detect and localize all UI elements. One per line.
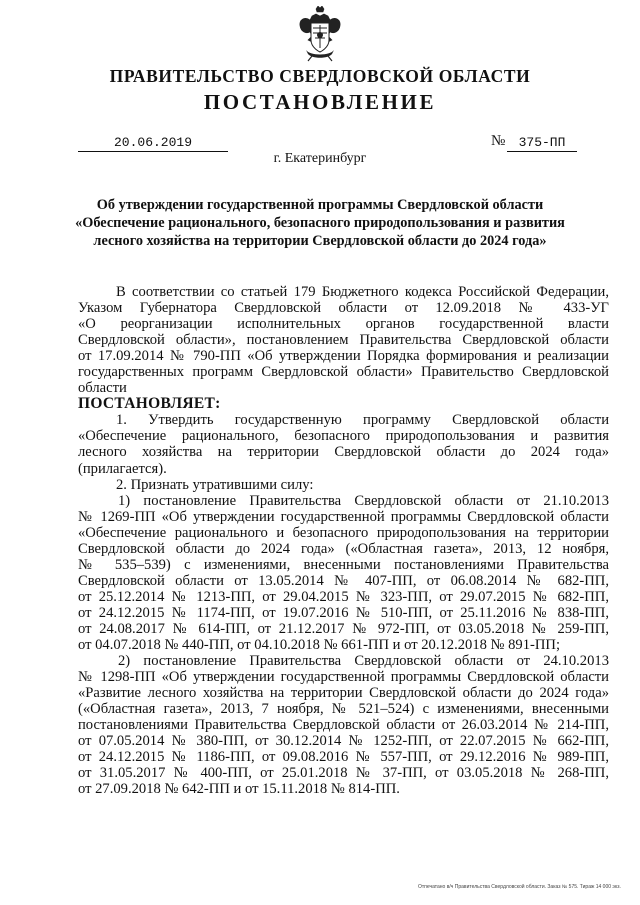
- body-line: лесного хозяйства на территории Свердловской области до 2024 года»: [78, 444, 609, 461]
- document-type: ПОСТАНОВЛЕНИЕ: [203, 90, 437, 114]
- body-line: Свердловской области от 13.05.2014 № 407-ПП, от 06.08.2014 № 682-ПП,: [78, 572, 609, 589]
- coat-of-arms-emblem: [298, 6, 342, 62]
- body-line: от 31.05.2017 № 400-ПП, от 25.01.2018 № 37-ПП, от 03.05.2018 № 268-ПП,: [78, 765, 609, 782]
- title-line: Об утверждении государственной программы Свердловской области: [96, 197, 544, 213]
- body-line: Свердловской области», постановлением Правительства Свердловской области: [78, 332, 609, 349]
- body-line: «Развитие лесного хозяйства на территории Свердловской области до 2024 года»: [78, 685, 609, 702]
- print-footer: Отпечатано в/ч Правительства Свердловской области. Заказ № 575. Тираж 14 000 экз.: [418, 884, 621, 890]
- body-line: области: [78, 380, 127, 397]
- body-line: от 25.12.2014 № 1213-ПП, от 29.04.2015 № 323-ПП, от 29.07.2015 № 682-ПП,: [78, 588, 609, 605]
- body-line: государственных программ Свердловской области» Правительство Свердловской: [78, 364, 609, 381]
- title-line: лесного хозяйства на территории Свердловской области до 2024 года»: [93, 233, 547, 249]
- body-line: № 535–539) с изменениями, внесенными постановлениями Правительства: [78, 556, 609, 573]
- decree-number: 375-ПП: [507, 135, 577, 152]
- document-body: [78, 284, 609, 798]
- body-line: от 17.09.2014 № 790-ПП «Об утверждении Порядка формирования и реализации: [78, 348, 609, 365]
- body-line: Свердловской области до 2024 года» («Областная газета», 2013, 12 ноября,: [78, 540, 609, 557]
- body-line: от 24.12.2015 № 1186-ПП, от 09.08.2016 № 557-ПП, от 29.12.2016 № 989-ПП,: [78, 749, 609, 766]
- body-line: № 1298-ПП «Об утверждении государственной программы Свердловской области: [78, 669, 609, 686]
- item2-heading: 2. Признать утратившими силу:: [116, 476, 314, 493]
- body-line: («Областная газета», 2013, 7 ноября, № 521–524) с изменениями, внесенными: [78, 701, 609, 718]
- city-name: г. Екатеринбург: [273, 151, 367, 166]
- body-line: от 24.12.2015 № 1174-ПП, от 19.07.2016 № 510-ПП, от 25.11.2016 № 838-ПП,: [78, 604, 609, 621]
- body-line: «Обеспечение рационального, безопасного природопользования и развития: [78, 428, 609, 445]
- body-line: от 04.07.2018 № 440-ПП, от 04.10.2018 № 661-ПП и от 20.12.2018 № 891-ПП;: [78, 637, 561, 654]
- number-sign: №: [491, 133, 506, 149]
- resolves-heading: ПОСТАНОВЛЯЕТ:: [78, 395, 221, 413]
- body-line: В соответствии со статьей 179 Бюджетного кодекса Российской Федерации,: [116, 284, 609, 300]
- body-line: от 27.09.2018 № 642-ПП и от 15.11.2018 № 814-ПП.: [78, 781, 400, 798]
- body-line: 2) постановление Правительства Свердловской области от 24.10.2013: [118, 653, 609, 670]
- body-line: от 07.05.2014 № 380-ПП, от 30.12.2014 № 1252-ПП, от 22.07.2015 № 662-ПП,: [78, 733, 609, 750]
- body-line: постановлениями Правительства Свердловской области от 26.03.2014 № 214-ПП,: [78, 717, 609, 734]
- body-line: 1) постановление Правительства Свердловской области от 21.10.2013: [118, 492, 609, 509]
- body-line: № 1269-ПП «Об утверждении государственной программы Свердловской области: [78, 508, 609, 525]
- body-line: Указом Губернатора Свердловской области от 12.09.2018 № 433-УГ: [78, 300, 609, 317]
- body-line: «Обеспечение рационального и безопасного природопользования на территории: [78, 524, 609, 541]
- body-line: «О реорганизации исполнительных органов государственной власти: [78, 316, 609, 333]
- body-line: 1. Утвердить государственную программу Свердловской области: [116, 412, 609, 429]
- decree-title: [60, 196, 580, 250]
- body-line: от 24.08.2017 № 614-ПП, от 21.12.2017 № 972-ПП, от 03.05.2018 № 259-ПП,: [78, 620, 609, 637]
- government-name: ПРАВИТЕЛЬСТВО СВЕРДЛОВСКОЙ ОБЛАСТИ: [109, 66, 531, 86]
- decree-date: 20.06.2019: [78, 135, 228, 152]
- title-line: «Обеспечение рационального, безопасного природопользования и развития: [75, 215, 565, 231]
- body-line: (прилагается).: [78, 460, 167, 477]
